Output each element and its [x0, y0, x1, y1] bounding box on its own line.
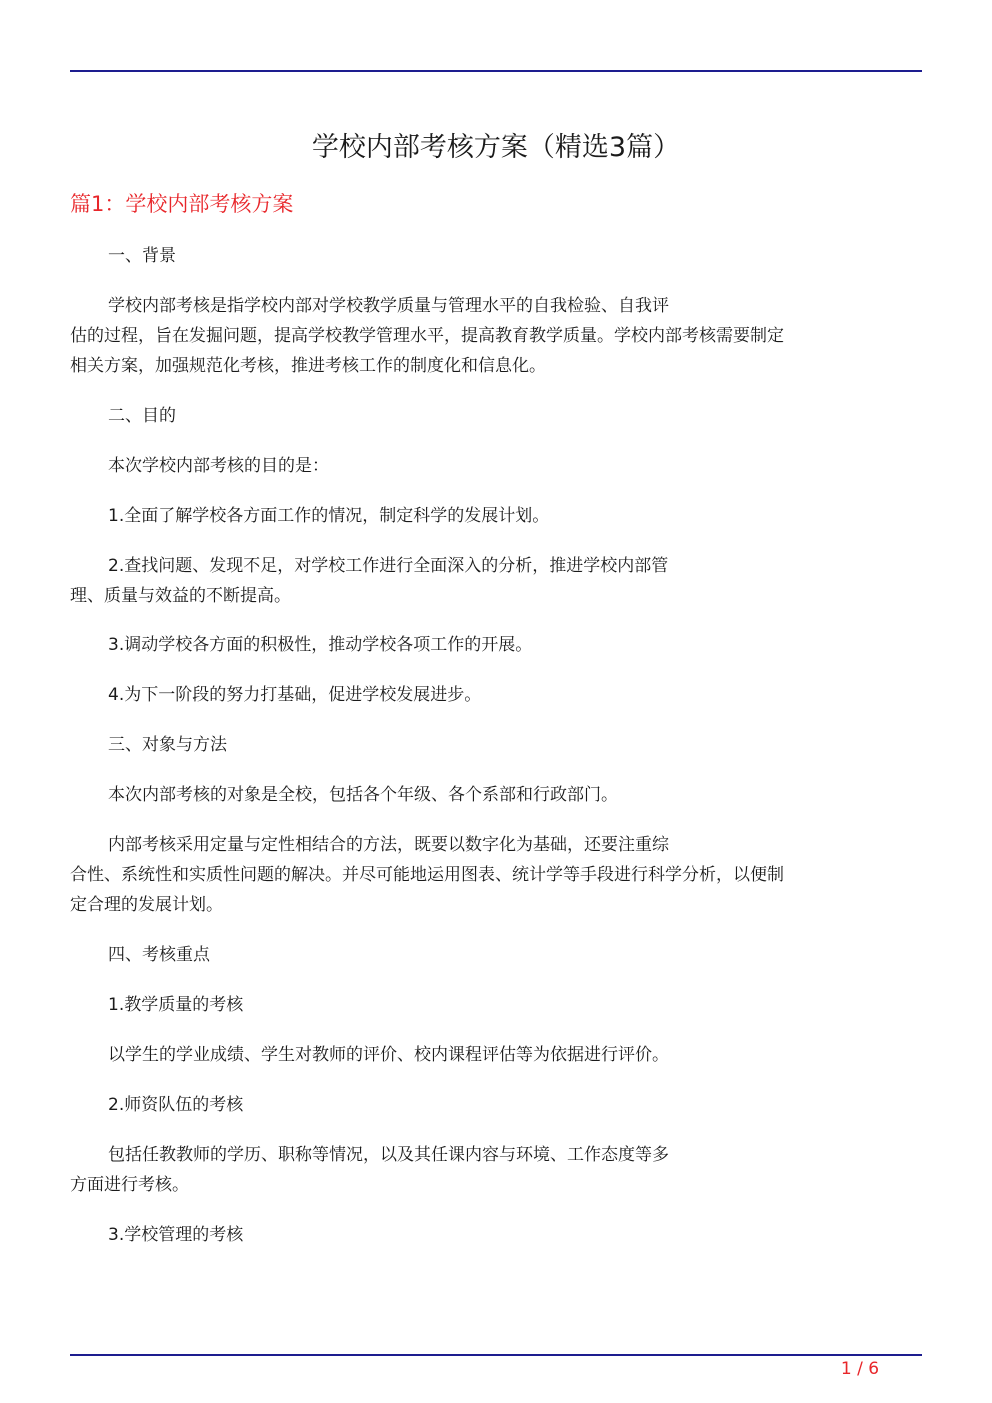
paragraph: 三、对象与方法 [108, 735, 227, 755]
paragraph: 1.教学质量的考核 [108, 995, 244, 1015]
paragraph: 一、背景 [108, 246, 176, 266]
top-divider [70, 70, 922, 72]
section-heading: 篇1：学校内部考核方案 [70, 192, 294, 216]
paragraph: 1.全面了解学校各方面工作的情况，制定科学的发展计划。 [108, 506, 550, 526]
paragraph: 学校内部考核是指学校内部对学校教学质量与管理水平的自我检验、自我评 估的过程，旨在发掘问题，提高学校教学管理水平，提高教育教学质量。学校内部考核需要制定 相关方案，加强规范化考核，推进考核工作的制度化和信息化。 [70, 296, 784, 376]
paragraph: 以学生的学业成绩、学生对教师的评价、校内课程评估等为依据进行评价。 [108, 1045, 669, 1065]
page-indicator: 1 / 6 [840, 1359, 880, 1379]
paragraph: 本次内部考核的对象是全校，包括各个年级、各个系部和行政部门。 [108, 785, 618, 805]
paragraph: 3.学校管理的考核 [108, 1225, 244, 1245]
bottom-divider [70, 1354, 922, 1356]
paragraph: 四、考核重点 [108, 945, 210, 965]
paragraph: 本次学校内部考核的目的是： [108, 456, 329, 476]
paragraph: 包括任教教师的学历、职称等情况，以及其任课内容与环境、工作态度等多 方面进行考核。 [70, 1145, 669, 1195]
document-title: 学校内部考核方案（精选3篇） [311, 132, 681, 163]
paragraph: 内部考核采用定量与定性相结合的方法，既要以数字化为基础，还要注重综 合性、系统性和实质性问题的解决。并尽可能地运用图表、统计学等手段进行科学分析，以便制 定合理的发展计划。 [70, 835, 784, 915]
paragraph: 4.为下一阶段的努力打基础，促进学校发展进步。 [108, 685, 482, 705]
paragraph: 3.调动学校各方面的积极性，推动学校各项工作的开展。 [108, 635, 533, 655]
paragraph: 二、目的 [108, 406, 176, 426]
paragraph: 2.查找问题、发现不足，对学校工作进行全面深入的分析，推进学校内部管 理、质量与效益的不断提高。 [70, 556, 669, 606]
paragraph: 2.师资队伍的考核 [108, 1095, 244, 1115]
